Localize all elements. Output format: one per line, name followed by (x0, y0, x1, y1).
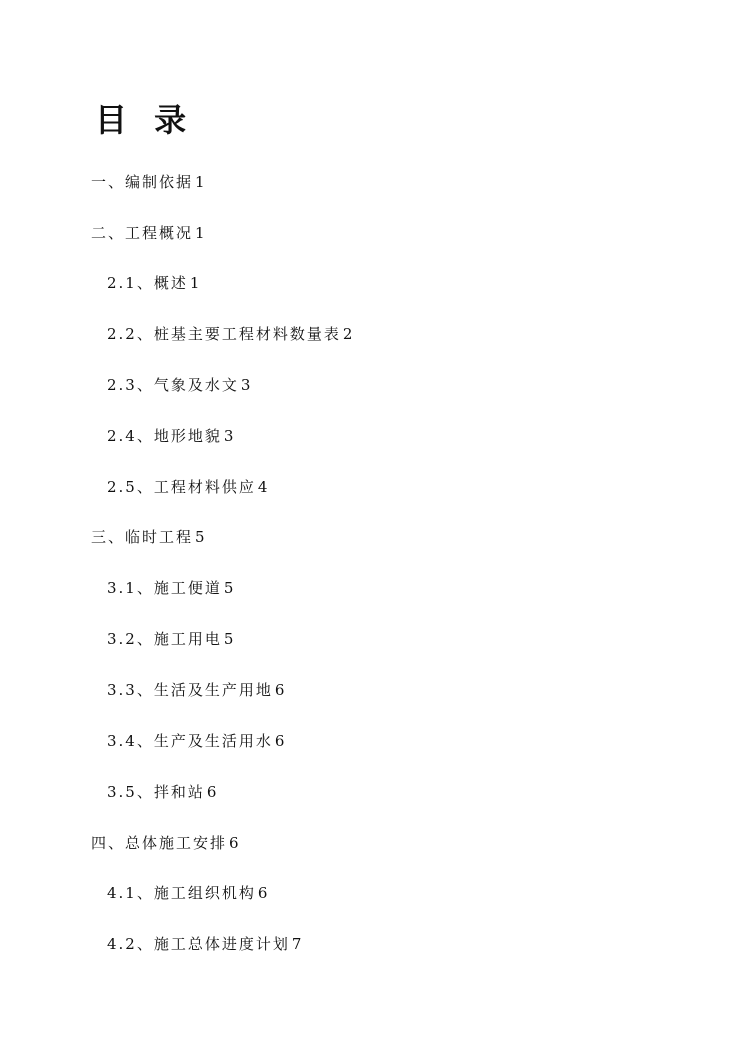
toc-page-number: 4 (257, 478, 270, 496)
toc-page-number: 6 (274, 732, 287, 750)
toc-title: 目 录 (95, 101, 195, 139)
toc-entry-text: 2.2、桩基主要工程材料数量表 (107, 325, 341, 343)
toc-entry[interactable] (107, 883, 269, 903)
toc-page-number: 2 (342, 325, 355, 343)
toc-entry[interactable] (107, 731, 286, 751)
toc-entry-text: 3.5、拌和站 (107, 783, 205, 801)
toc-entry-text: 四、总体施工安排 (91, 834, 228, 852)
toc-entry-text: 2.5、工程材料供应 (107, 478, 256, 496)
toc-page-number: 5 (223, 630, 236, 648)
toc-page-number: 6 (257, 884, 270, 902)
toc-entry[interactable] (91, 223, 207, 243)
toc-page-number: 3 (223, 427, 236, 445)
toc-entry-text: 2.3、气象及水文 (107, 376, 239, 394)
toc-page-number: 7 (291, 935, 304, 953)
toc-entry[interactable] (107, 782, 218, 802)
toc-entry-text: 2.4、地形地貌 (107, 427, 222, 445)
toc-entry[interactable] (91, 833, 241, 853)
toc-entry[interactable] (107, 629, 235, 649)
toc-page-number: 6 (229, 834, 241, 852)
toc-page-number: 3 (240, 376, 253, 394)
toc-page-number: 6 (274, 681, 287, 699)
toc-entry[interactable] (107, 934, 303, 954)
toc-entry-text: 二、工程概况 (91, 224, 194, 242)
toc-entry[interactable] (107, 375, 252, 395)
toc-page-number: 5 (223, 579, 236, 597)
toc-entry-text: 三、临时工程 (91, 528, 194, 546)
toc-entry-text: 3.1、施工便道 (107, 579, 222, 597)
toc-entry-text: 一、编制依据 (91, 173, 194, 191)
toc-entry-text: 4.2、施工总体进度计划 (107, 935, 290, 953)
toc-page-number: 1 (195, 173, 207, 191)
toc-entry[interactable] (107, 273, 201, 293)
toc-entry[interactable] (91, 527, 207, 547)
toc-entry[interactable] (91, 172, 207, 192)
toc-entry[interactable] (107, 324, 354, 344)
toc-entry[interactable] (107, 426, 235, 446)
toc-entry[interactable] (107, 578, 235, 598)
toc-entry-text: 3.3、生活及生产用地 (107, 681, 273, 699)
toc-entry[interactable] (107, 477, 269, 497)
toc-page-number: 5 (195, 528, 207, 546)
toc-entry-text: 3.4、生产及生活用水 (107, 732, 273, 750)
toc-page-number: 1 (195, 224, 207, 242)
toc-page-number: 1 (189, 274, 202, 292)
toc-entry-text: 2.1、概述 (107, 274, 188, 292)
toc-page-number: 6 (206, 783, 219, 801)
toc-entry-text: 3.2、施工用电 (107, 630, 222, 648)
toc-entry-text: 4.1、施工组织机构 (107, 884, 256, 902)
toc-entry[interactable] (107, 680, 286, 700)
